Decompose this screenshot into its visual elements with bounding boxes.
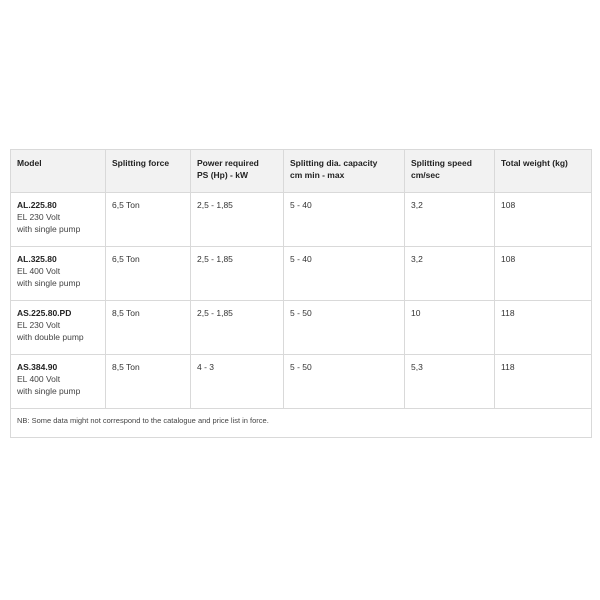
cell-model [11,301,106,355]
cell-weight: 118 [495,355,592,409]
header-speed-unit: cm/sec [411,170,440,180]
cell-weight: 118 [495,301,592,355]
header-splitting-force [106,150,191,193]
header-power-required [191,150,284,193]
cell-power: 2,5 - 1,85 [191,247,284,301]
model-code: AS.384.90 [17,362,58,372]
cell-capacity: 5 - 50 [284,355,405,409]
cell-speed: 3,2 [405,247,495,301]
cell-speed: 10 [405,301,495,355]
cell-splitting-force: 8,5 Ton [106,355,191,409]
cell-splitting-force: 6,5 Ton [106,193,191,247]
model-code: AL.225.80 [17,200,57,210]
cell-model [11,193,106,247]
table-row [11,301,592,355]
cell-weight: 108 [495,247,592,301]
table-row [11,355,592,409]
cell-weight: 108 [495,193,592,247]
cell-capacity: 5 - 40 [284,193,405,247]
spec-table-container [10,149,591,438]
cell-capacity: 5 - 50 [284,301,405,355]
cell-power: 2,5 - 1,85 [191,193,284,247]
model-voltage: EL 230 Volt [17,320,61,330]
header-splitting-capacity [284,150,405,193]
header-power-label: Power required [197,158,259,168]
model-code: AL.325.80 [17,254,57,264]
header-speed-label: Splitting speed [411,158,472,168]
model-voltage: EL 400 Volt [17,374,61,384]
table-row [11,193,592,247]
model-pump: with double pump [17,332,84,342]
header-model [11,150,106,193]
table-header-row [11,150,592,193]
cell-speed: 5,3 [405,355,495,409]
header-splitting-speed [405,150,495,193]
cell-splitting-force: 6,5 Ton [106,247,191,301]
spec-table [10,149,592,438]
cell-capacity: 5 - 40 [284,247,405,301]
cell-speed: 3,2 [405,193,495,247]
model-pump: with single pump [17,386,81,396]
header-splitting-force-label: Splitting force [112,158,170,168]
header-capacity-unit: cm min - max [290,170,345,180]
header-capacity-label: Splitting dia. capacity [290,158,378,168]
model-pump: with single pump [17,278,81,288]
table-note-row [11,409,592,438]
header-model-label: Model [17,158,42,168]
cell-model [11,355,106,409]
header-weight-label: Total weight (kg) [501,158,568,168]
table-footnote: NB: Some data might not correspond to the catalogue and price list in force. [11,409,592,438]
model-voltage: EL 400 Volt [17,266,61,276]
cell-model [11,247,106,301]
model-pump: with single pump [17,224,81,234]
table-row [11,247,592,301]
model-code: AS.225.80.PD [17,308,72,318]
cell-power: 2,5 - 1,85 [191,301,284,355]
model-voltage: EL 230 Volt [17,212,61,222]
cell-power: 4 - 3 [191,355,284,409]
cell-splitting-force: 8,5 Ton [106,301,191,355]
header-total-weight [495,150,592,193]
header-power-unit: PS (Hp) - kW [197,170,248,180]
